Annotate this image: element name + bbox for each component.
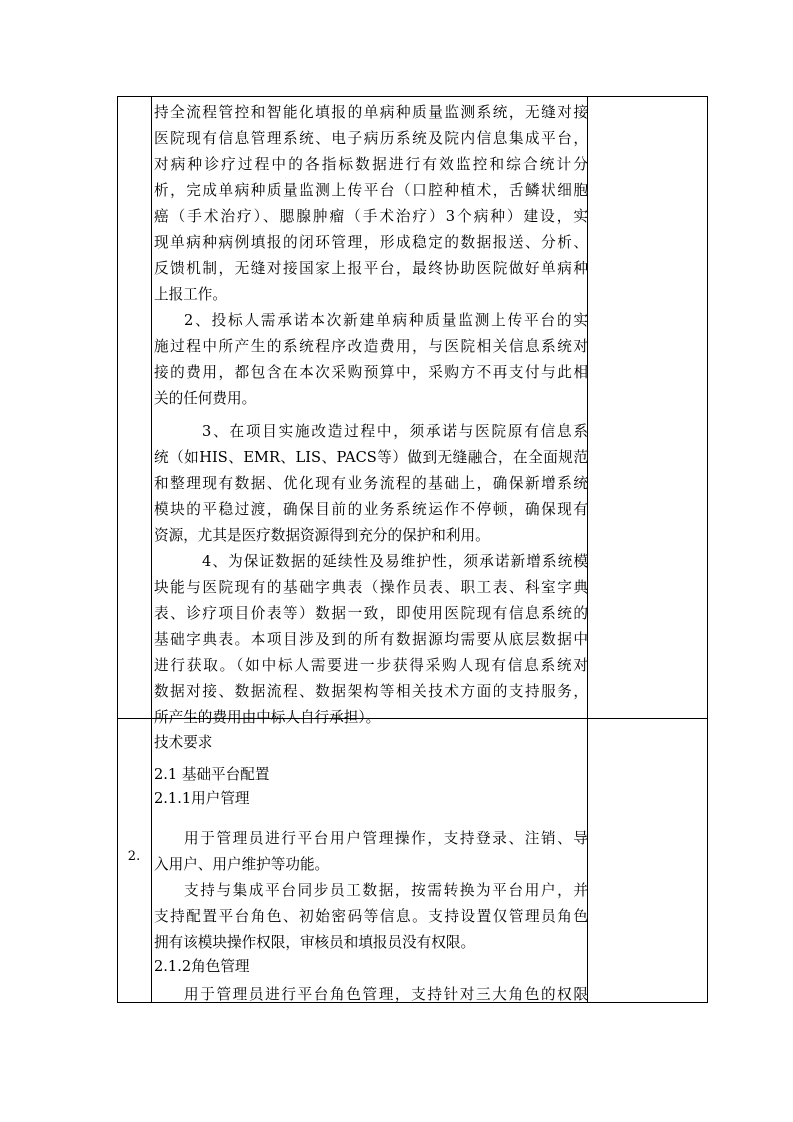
text-line: 医院现有信息管理系统、电子病历系统及院内信息集成平台， <box>154 130 588 147</box>
requirements-table <box>117 96 708 1003</box>
text-line: 3、在项目实施改造过程中，须承诺与医院原有信息系 <box>202 423 588 440</box>
text-line: 4、为保证数据的延续性及易维护性，须承诺新增系统模 <box>202 553 588 570</box>
text-line: 关的任何费用。 <box>154 390 257 407</box>
section-heading: 2.1.1用户管理 <box>154 790 250 807</box>
text-line: 入用户、用户维护等功能。 <box>154 856 330 873</box>
text-line: 上报工作。 <box>154 286 227 303</box>
text-line: 用于管理员进行平台用户管理操作，支持登录、注销、导 <box>184 830 588 847</box>
text-line: 对病种诊疗过程中的各指标数据进行有效监控和综合统计分 <box>154 156 588 173</box>
text-line: 资源，尤其是医疗数据资源得到充分的保护和利用。 <box>154 527 490 544</box>
text-line: 持全流程管控和智能化填报的单病种质量监测系统，无缝对接 <box>154 104 588 121</box>
text-line: 所产生的费用由中标人自行承担）。 <box>154 709 381 726</box>
section-heading: 2.1 基础平台配置 <box>154 766 270 783</box>
section-heading: 技术要求 <box>154 734 213 751</box>
text-line: 施过程中所产生的系统程序改造费用，与医院相关信息系统对 <box>154 338 588 355</box>
text-line: 块能与医院现有的基础字典表（操作员表、职工表、科室字典 <box>154 579 588 596</box>
text-line: 2、投标人需承诺本次新建单病种质量监测上传平台的实 <box>184 312 588 329</box>
text-line: 支持配置平台角色、初始密码等信息。支持设置仅管理员角色 <box>154 908 588 925</box>
text-line: 表、诊疗项目价表等）数据一致，即使用医院现有信息系统的 <box>154 605 588 622</box>
text-line: 拥有该模块操作权限，审核员和填报员没有权限。 <box>154 934 476 951</box>
text-line: 癌（手术治疗）、腮腺肿瘤（手术治疗）3个病种）建设，实 <box>154 208 588 225</box>
text-line: 现单病种病例填报的闭环管理，形成稳定的数据报送、分析、 <box>154 234 588 251</box>
text-line: 反馈机制，无缝对接国家上报平台，最终协助医院做好单病种 <box>154 260 588 277</box>
text-line: 统（如HIS、EMR、LIS、PACS等）做到无缝融合，在全面规范 <box>154 449 588 466</box>
table-border-left <box>117 97 118 1002</box>
section-heading: 2.1.2角色管理 <box>154 958 250 975</box>
table-border-right <box>707 97 708 1002</box>
text-line: 析，完成单病种质量监测上传平台（口腔种植术，舌鳞状细胞 <box>154 182 588 199</box>
table-row <box>152 719 586 1004</box>
text-line: 接的费用，都包含在本次采购预算中，采购方不再支付与此相 <box>154 364 588 381</box>
text-line: 基础字典表。本项目涉及到的所有数据源均需要从底层数据中 <box>154 631 588 648</box>
text-line: 进行获取。（如中标人需要进一步获得采购人现有信息系统对 <box>154 657 588 674</box>
text-line: 数据对接、数据流程、数据架构等相关技术方面的支持服务， <box>154 683 588 700</box>
text-line: 支持与集成平台同步员工数据，按需转换为平台用户，并 <box>184 882 588 899</box>
text-line: 模块的平稳过渡，确保目前的业务系统运作不停顿，确保现有 <box>154 501 588 518</box>
table-row <box>152 97 588 726</box>
text-line: 和整理现有数据、优化现有业务流程的基础上，确保新增系统 <box>154 475 588 492</box>
row-number: 2. <box>127 849 141 864</box>
text-line: 用于管理员进行平台角色管理，支持针对三大角色的权限 <box>184 986 588 1003</box>
